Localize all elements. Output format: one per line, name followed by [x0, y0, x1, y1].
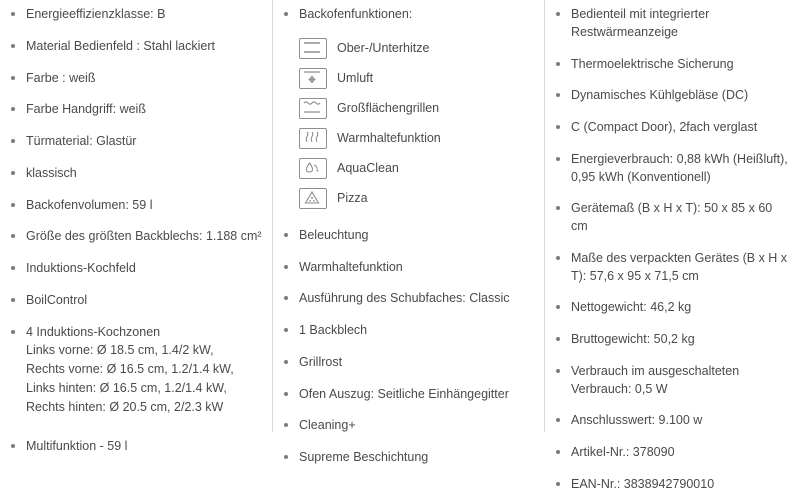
- spec-group-technical: [553, 151, 790, 494]
- list-item: Türmaterial: Glastür: [8, 133, 262, 151]
- list-item: Ausführung des Schubfaches: Classic: [281, 290, 534, 308]
- pizza-icon: [299, 188, 327, 209]
- oven-function-row: [299, 158, 534, 179]
- oven-function-row: [299, 98, 534, 119]
- ober-unterhitze-icon: [299, 38, 327, 59]
- list-item: C (Compact Door), 2fach verglast: [553, 119, 790, 137]
- oven-function-row: [299, 188, 534, 209]
- list-item: Verbrauch im ausgeschalteten Verbrauch: 0,5 W: [553, 363, 790, 399]
- list-item: Bedienteil mit integrierter Restwärmeanzeige: [553, 6, 790, 42]
- oven-function-label: Großflächengrillen: [337, 101, 440, 116]
- list-item: Farbe Handgriff: weiß: [8, 101, 262, 119]
- list-item: Gerätemaß (B x H x T): 50 x 85 x 60 cm: [553, 200, 790, 236]
- spec-group-oven-functions: [281, 6, 534, 24]
- spec-group-accessories: [281, 290, 534, 403]
- oven-function-label: Umluft: [337, 71, 374, 86]
- cooking-zone-rear-left: Links hinten: Ø 16.5 cm, 1.2/1.4 kW,: [26, 380, 227, 395]
- spec-column-3: [544, 0, 800, 491]
- oven-function-row: [299, 128, 534, 149]
- list-item: Grillrost: [281, 354, 534, 372]
- list-item: BoilControl: [8, 292, 262, 310]
- oven-function-label: Warmhaltefunktion: [337, 131, 441, 146]
- cooking-zone-rear-right: Rechts hinten: Ø 20.5 cm, 2/2.3 kW: [26, 399, 224, 414]
- spec-group-safety: [553, 6, 790, 137]
- list-item: Multifunktion - 59 l: [8, 438, 262, 456]
- umluft-icon: [299, 68, 327, 89]
- list-item: klassisch: [8, 165, 262, 183]
- oven-function-label: AquaClean: [337, 161, 399, 176]
- oven-function-row: [299, 68, 534, 89]
- list-item: Nettogewicht: 46,2 kg: [553, 299, 790, 317]
- list-item: Warmhaltefunktion: [281, 259, 534, 277]
- spec-group-cooktop: [8, 260, 262, 278]
- cooking-zones-title: 4 Induktions-Kochzonen: [26, 324, 161, 339]
- list-item: Thermoelektrische Sicherung: [553, 56, 790, 74]
- spec-column-2: [272, 0, 544, 464]
- list-item: EAN-Nr.: 3838942790010: [553, 476, 790, 494]
- oven-function-icon-list: [281, 38, 534, 209]
- spec-group-boilcontrol: [8, 292, 262, 310]
- spec-group-light: [281, 227, 534, 277]
- list-item: Energieeffizienzklasse: B: [8, 6, 262, 24]
- list-item: Material Bedienfeld : Stahl lackiert: [8, 38, 262, 56]
- spec-group-volume: [8, 197, 262, 247]
- list-item: Beleuchtung: [281, 227, 534, 245]
- list-item: Artikel-Nr.: 378090: [553, 444, 790, 462]
- list-item: Farbe : weiß: [8, 70, 262, 88]
- oven-function-row: [299, 38, 534, 59]
- list-item: Supreme Beschichtung: [281, 449, 534, 467]
- oven-function-label: Pizza: [337, 191, 368, 206]
- list-item: Bruttogewicht: 50,2 kg: [553, 331, 790, 349]
- warmhaltefunktion-icon: [299, 128, 327, 149]
- list-item: Dynamisches Kühlgebläse (DC): [553, 87, 790, 105]
- grossflaechengrillen-icon: [299, 98, 327, 119]
- list-item: 1 Backblech: [281, 322, 534, 340]
- list-item: Maße des verpackten Gerätes (B x H x T): 57,6 x 95 x 71,5 cm: [553, 250, 790, 286]
- list-item: Backofenvolumen: 59 l: [8, 197, 262, 215]
- spec-group-cleaning: [281, 417, 534, 467]
- spec-group-cooking-zones: [8, 324, 262, 417]
- oven-function-label: Ober-/Unterhitze: [337, 41, 430, 56]
- list-item: Größe des größten Backblechs: 1.188 cm²: [8, 228, 262, 246]
- list-item: Induktions-Kochfeld: [8, 260, 262, 278]
- oven-functions-title: Backofenfunktionen:: [281, 6, 534, 24]
- spec-group-general: [8, 6, 262, 183]
- spec-column-1: [0, 0, 272, 454]
- list-item: [8, 324, 262, 417]
- list-item: Ofen Auszug: Seitliche Einhängegitter: [281, 386, 534, 404]
- spec-group-multifunktion: [8, 438, 262, 456]
- cooking-zone-front-left: Links vorne: Ø 18.5 cm, 1.4/2 kW,: [26, 343, 214, 358]
- list-item: Anschlusswert: 9.100 w: [553, 412, 790, 430]
- cooking-zone-front-right: Rechts vorne: Ø 16.5 cm, 1.2/1.4 kW,: [26, 362, 234, 376]
- aquaclean-icon: [299, 158, 327, 179]
- list-item: Energieverbrauch: 0,88 kWh (Heißluft), 0,95 kWh (Konventionell): [553, 151, 790, 187]
- list-item: Cleaning+: [281, 417, 534, 435]
